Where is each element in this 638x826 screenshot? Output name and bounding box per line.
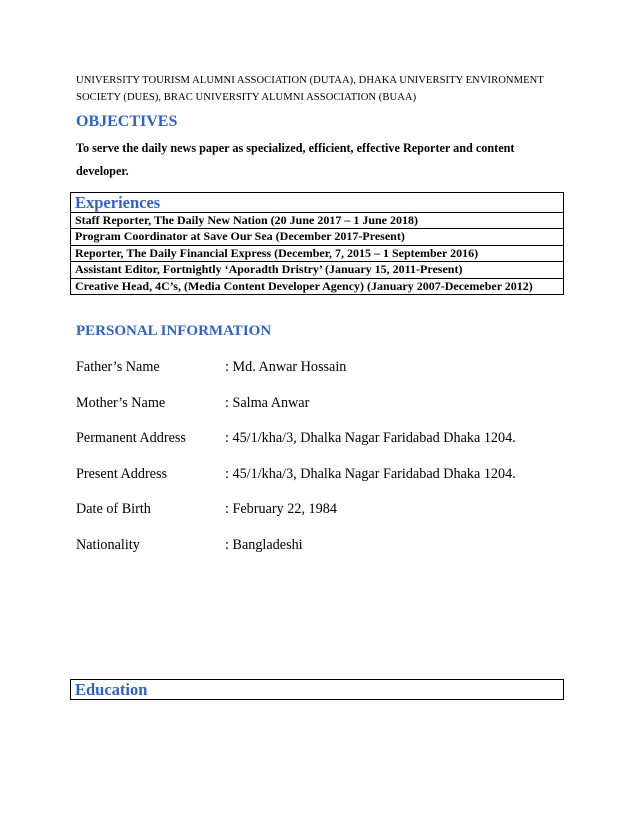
objectives-text: To serve the daily news paper as specialized, efficient, effective Reporter and content developer. (76, 141, 515, 178)
experience-item: Reporter, The Daily Financial Express (December, 7, 2015 – 1 September 2016) (71, 246, 563, 262)
info-value: : 45/1/kha/3, Dhalka Nagar Faridabad Dhaka 1204. (225, 466, 516, 482)
personal-info-heading: PERSONAL INFORMATION (76, 323, 272, 339)
info-value: : Bangladeshi (225, 537, 303, 553)
objectives-heading: OBJECTIVES (76, 113, 178, 130)
info-label: Nationality (76, 537, 140, 553)
experiences-heading: Experiences (71, 193, 563, 213)
education-heading: Education (75, 680, 148, 699)
info-label: Mother’s Name (76, 395, 166, 411)
associations-text: UNIVERSITY TOURISM ALUMNI ASSOCIATION (DUTAA), DHAKA UNIVERSITY ENVIRONMENT SOCIETY (DUES), BRAC UNIVERSITY ALUMNI ASSOCIATION (BUAA) (76, 75, 544, 103)
info-label: Permanent Address (76, 430, 186, 446)
experience-item: Assistant Editor, Fortnightly ‘Aporadth Dristry’ (January 15, 2011-Present) (71, 262, 563, 278)
experience-item: Program Coordinator at Save Our Sea (December 2017-Present) (71, 229, 563, 245)
info-value: : Salma Anwar (225, 395, 310, 411)
experiences-box (70, 192, 564, 295)
info-value: : Md. Anwar Hossain (225, 359, 347, 375)
experience-item: Creative Head, 4C’s, (Media Content Developer Agency) (January 2007-Decemeber 2012) (75, 278, 533, 293)
education-box (70, 679, 564, 700)
info-value: : 45/1/kha/3, Dhalka Nagar Faridabad Dhaka 1204. (225, 430, 516, 446)
info-label: Date of Birth (76, 501, 151, 517)
info-value: : February 22, 1984 (225, 501, 337, 517)
info-label: Present Address (76, 466, 168, 482)
experience-item: Staff Reporter, The Daily New Nation (20 June 2017 – 1 June 2018) (71, 213, 563, 229)
info-label: Father’s Name (76, 359, 160, 375)
